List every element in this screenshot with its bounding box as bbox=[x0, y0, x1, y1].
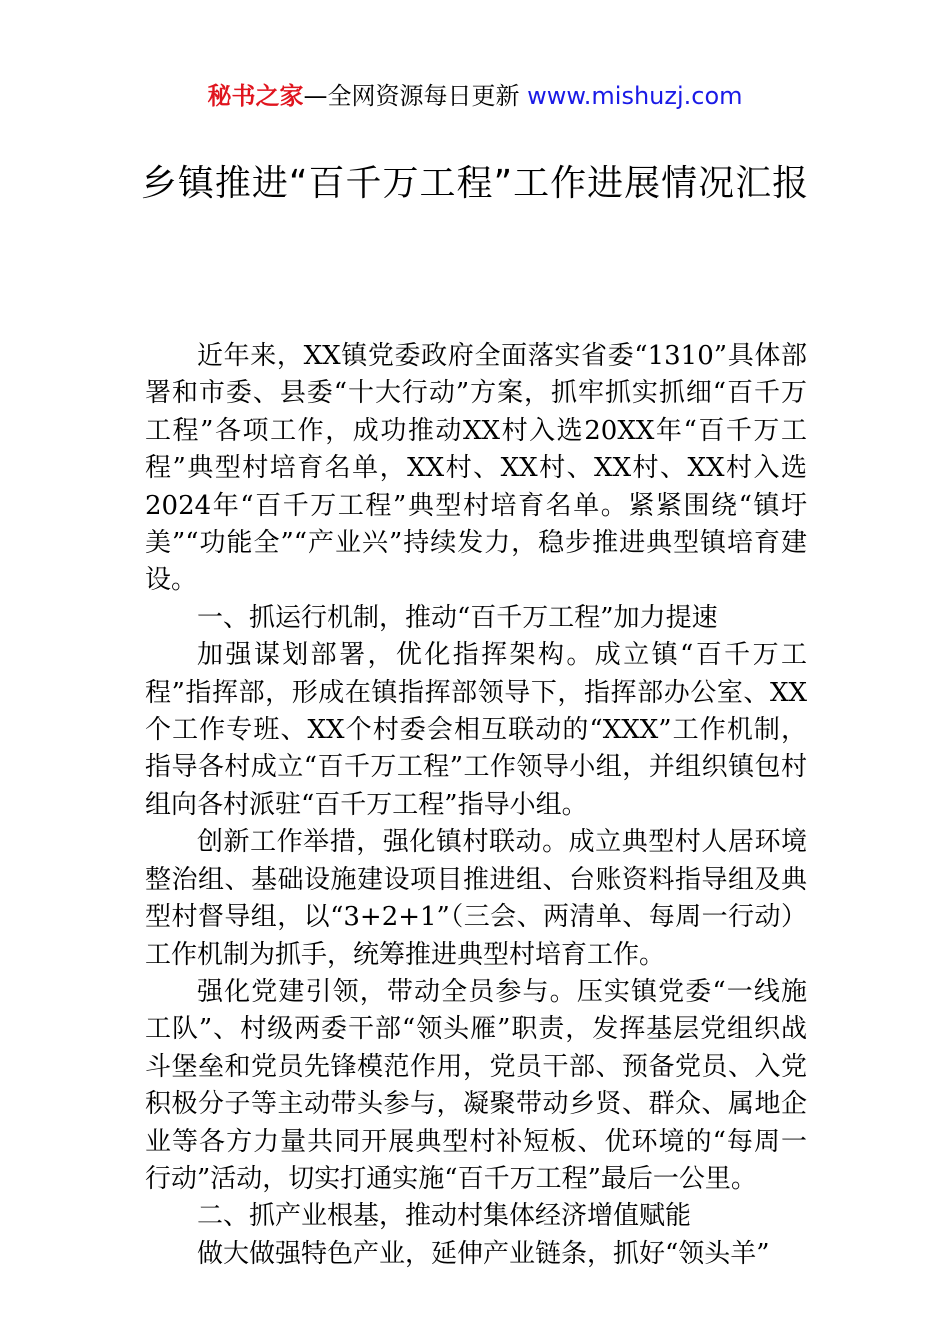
section-heading-1: 一、抓运行机制，推动“百千万工程”加力提速 bbox=[197, 602, 718, 633]
site-url-link[interactable]: www.mishuzj.com bbox=[527, 82, 743, 110]
paragraph-party-building: 强化党建引领，带动全员参与。压实镇党委“一线施工队”、村级两委干部“领头雁”职责，发挥基层党组织战斗堡垒和党员先锋模范作用，党员干部、预备党员、入党积极分子等主动带头参与，凝聚带动乡贤、群众、属地企业等各方力量共同开展典型村补短板、优环境的“每周一行动”活动，切实打通实施“百千万工程”最后一公里。 bbox=[145, 976, 807, 1194]
site-brand: 秘书之家 bbox=[207, 82, 304, 110]
paragraph-industry: 做大做强特色产业，延伸产业链条，抓好“领头羊” bbox=[197, 1238, 770, 1269]
document-title: 乡镇推进“百千万工程”工作进展情况汇报 bbox=[140, 163, 810, 204]
paragraph-intro: 近年来，XX镇党委政府全面落实省委“1310”具体部署和市委、县委“十大行动”方案，抓牢抓实抓细“百千万工程”各项工作，成功推动XX村入选20XX年“百千万工程”典型村培育名单，XX村、XX村、XX村、XX村入选2024年“百千万工程”典型村培育名单。紧紧围绕“镇圩美”“功能全”“产业兴”持续发力，稳步推进典型镇培育建设。 bbox=[145, 341, 807, 596]
document-body bbox=[145, 338, 807, 1273]
paragraph-innovation: 创新工作举措，强化镇村联动。成立典型村人居环境整治组、基础设施建设项目推进组、台账资料指导组及典型村督导组，以“3+2+1”（三会、两清单、每周一行动）工作机制为抓手，统筹推进典型村培育工作。 bbox=[145, 827, 807, 970]
section-heading-2: 二、抓产业根基，推动村集体经济增值赋能 bbox=[197, 1201, 692, 1232]
paragraph-planning: 加强谋划部署，优化指挥架构。成立镇“百千万工程”指挥部，形成在镇指挥部领导下，指挥部办公室、XX个工作专班、XX个村委会相互联动的“XXX”工作机制，指导各村成立“百千万工程”工作领导小组，并组织镇包村组向各村派驻“百千万工程”指导小组。 bbox=[145, 640, 807, 820]
site-header bbox=[0, 80, 950, 112]
site-tagline: —全网资源每日更新 bbox=[303, 82, 528, 110]
